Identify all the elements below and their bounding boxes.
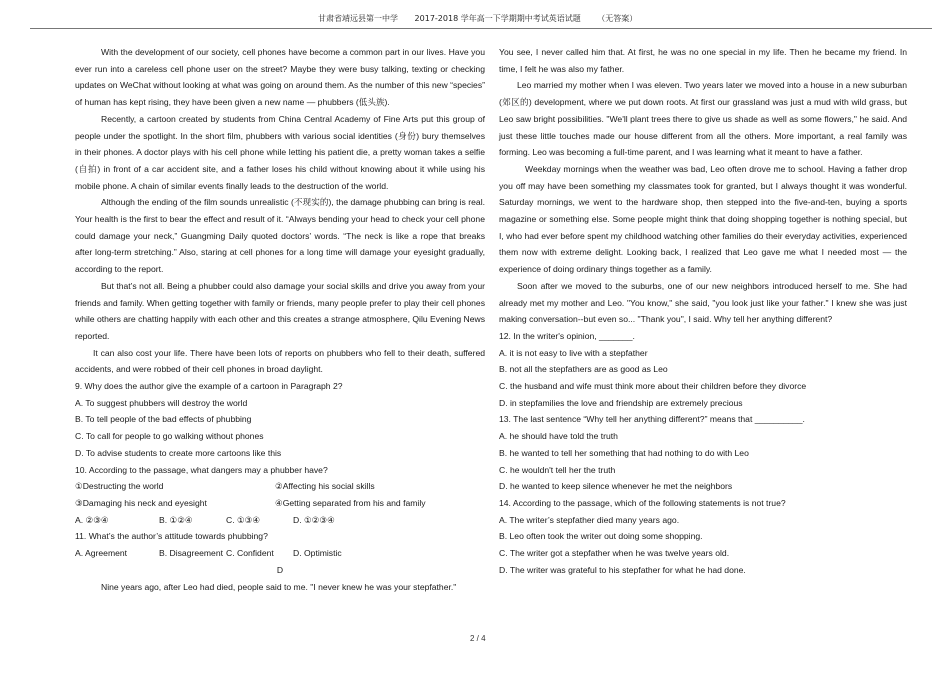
question-14-option-d: D. The writer was grateful to his stepfather for what he had done. — [499, 564, 746, 575]
question-10-items-row-2 — [75, 495, 485, 512]
question-9-option-c: C. To call for people to go walking without phones — [75, 431, 264, 442]
right-column — [499, 44, 907, 579]
question-10-item-1: ①Destructing the world — [75, 481, 164, 492]
question-9-option-a: A. To suggest phubbers will destroy the world — [75, 397, 248, 408]
passage-d-paragraph-3: Leo married my mother when I was eleven. Two years later we moved into a house in a new suburban (郊区的) development, where we put down roots. At first our grassland was just a mud with wild grass, but Leo saw bright possibilities. "We'll plant trees there to give us shade as well as some flowers," he said. And just these little touches made our house different from all the others. More important, a real family was forming. Leo was becoming a full-time parent, and I was learning what it meant to have a father. — [499, 80, 907, 158]
question-11-option-c: C. Confident — [226, 548, 274, 559]
passage-c-paragraph-3: Although the ending of the film sounds unrealistic (不现实的), the damage phubbing can bring is real. Your health is the first to bear the effect and result of it. “Always bending your head to check your cell phone could damage your neck,” Guangming Daily quoted doctors’ words. “The neck is like a rope that breaks after long-term stretching.” Also, staring at cell phones for a long time will damage your eyesight gradually, according to the report. — [75, 197, 485, 275]
header-school: 甘肃省靖远县第一中学 — [318, 14, 398, 23]
passage-d-paragraph-4: Weekday mornings when the weather was bad, Leo often drove me to school. Having a father drop you off may have been something my classmates took for granted, but I always thought it was wonderful. Saturday mornings, we went to the hardware shop, then stepped into the five-and-ten, buying a sports magazine or something else. Some people might think that doing shopping together is nothing special, but I, who had ever before spent my childhood watching other families do their everyday activities, experienced them now with extreme delight. Looking back, I realized that Leo gave me what I needed most — the experience of doing ordinary things together as a family. — [499, 163, 907, 275]
question-10-options — [75, 512, 485, 529]
question-10-option-a: A. ②③④ — [75, 514, 109, 525]
question-10-option-c: C. ①③④ — [226, 514, 261, 525]
question-12-stem: 12. In the writer's opinion, _______. — [499, 330, 635, 341]
passage-d-paragraph-1: Nine years ago, after Leo had died, people said to me. "I never knew he was your stepfather." — [101, 581, 457, 592]
question-9-option-b: B. To tell people of the bad effects of phubbing — [75, 414, 252, 425]
question-14-stem: 14. According to the passage, which of the following statements is not true? — [499, 497, 786, 508]
page-header — [318, 13, 651, 24]
question-9-stem: 9. Why does the author give the example of a cartoon in Paragraph 2? — [75, 381, 343, 392]
question-13-option-a: A. he should have told the truth — [499, 431, 618, 442]
question-11-option-b: B. Disagreement — [159, 548, 224, 559]
question-10-stem: 10. According to the passage, what dangers may a phubber have? — [75, 464, 328, 475]
question-12-option-a: A. it is not easy to live with a stepfather — [499, 347, 648, 358]
question-11-stem: 11. What’s the author’s attitude towards phubbing? — [75, 531, 268, 542]
question-9-option-d: D. To advise students to create more cartoons like this — [75, 447, 282, 458]
question-10-item-2: ②Affecting his social skills — [275, 481, 375, 492]
header-note: （无答案） — [597, 14, 638, 23]
question-12-option-c: C. the husband and wife must think more about their children before they divorce — [499, 381, 807, 392]
section-d-heading: D — [276, 564, 284, 575]
question-10-item-3: ③Damaging his neck and eyesight — [75, 497, 207, 508]
passage-d-paragraph-5: Soon after we moved to the suburbs, one of our new neighbors introduced herself to me. She had already met my mother and Leo. "You know," she said, "you look just like your father." I knew she was just making conversation--but even so... "Thank you", I said. Why tell her anything different? — [499, 280, 907, 325]
question-11-option-a: A. Agreement — [75, 548, 128, 559]
passage-d-paragraph-2: You see, I never called him that. At first, he was no one special in my life. Then he became my friend. In time, I felt he was also my father. — [499, 47, 907, 74]
left-column — [75, 44, 485, 595]
question-10-option-b: B. ①②④ — [159, 514, 193, 525]
passage-c-paragraph-1: With the development of our society, cell phones have become a common part in our lives. Have you ever run into a careless cell phone user on the street? Maybe they were busy talking, texting or checking updates on WeChat without looking at what was going on around them. As the number of this new “species” of human has kept rising, they have been given a new name — phubbers (低头族). — [75, 47, 485, 108]
question-11-option-d: D. Optimistic — [293, 548, 342, 559]
question-14-option-c: C. The writer got a stepfather when he was twelve years old. — [499, 548, 730, 559]
question-11-options — [75, 545, 485, 562]
question-12-option-b: B. not all the stepfathers are as good as Leo — [499, 364, 668, 375]
question-13-stem: 13. The last sentence “Why tell her anything different?” means that __________. — [499, 414, 805, 425]
question-10-item-4: ④Getting separated from his and family — [275, 497, 426, 508]
question-14-option-b: B. Leo often took the writer out doing some shopping. — [499, 531, 703, 542]
question-13-option-b: B. he wanted to tell her something that had nothing to do with Leo — [499, 447, 749, 458]
question-14-option-a: A. The writer’s stepfather died many years ago. — [499, 514, 680, 525]
header-exam: 2017-2018 学年高一下学期期中考试英语试题 — [414, 14, 581, 23]
header-divider — [30, 28, 932, 29]
question-10-items-row-1 — [75, 478, 485, 495]
question-12-option-d: D. in stepfamilies the love and friendship are extremely precious — [499, 397, 743, 408]
question-10-option-d: D. ①②③④ — [293, 514, 335, 525]
question-13-option-c: C. he wouldn't tell her the truth — [499, 464, 616, 475]
passage-c-paragraph-4: But that’s not all. Being a phubber could also damage your social skills and drive you away from your friends and family. When getting together with family or friends, many people prefer to play their cell phones while others are chatting happily with each other and this creates a strange atmosphere, Qilu Evening News reported. — [75, 280, 485, 341]
question-13-option-d: D. he wanted to keep silence whenever he met the neighbors — [499, 481, 733, 492]
passage-c-paragraph-2: Recently, a cartoon created by students from China Central Academy of Fine Arts put this group of people under the spotlight. In the short film, phubbers with various social identities (身份) bury themselves in their phones. A doctor plays with his cell phone while letting his patient die, a pretty woman takes a selfie (自拍) in front of a car accident site, and a father loses his child without knowing about it while using his mobile phone. A chain of similar events finally leads to the destruction of the world. — [75, 113, 485, 191]
page-number: 2 / 4 — [470, 634, 486, 643]
passage-c-paragraph-5: It can also cost your life. There have been lots of reports on phubbers who fell to their death, suffered accidents, and were robbed of their cell phones in broad daylight. — [75, 347, 485, 375]
